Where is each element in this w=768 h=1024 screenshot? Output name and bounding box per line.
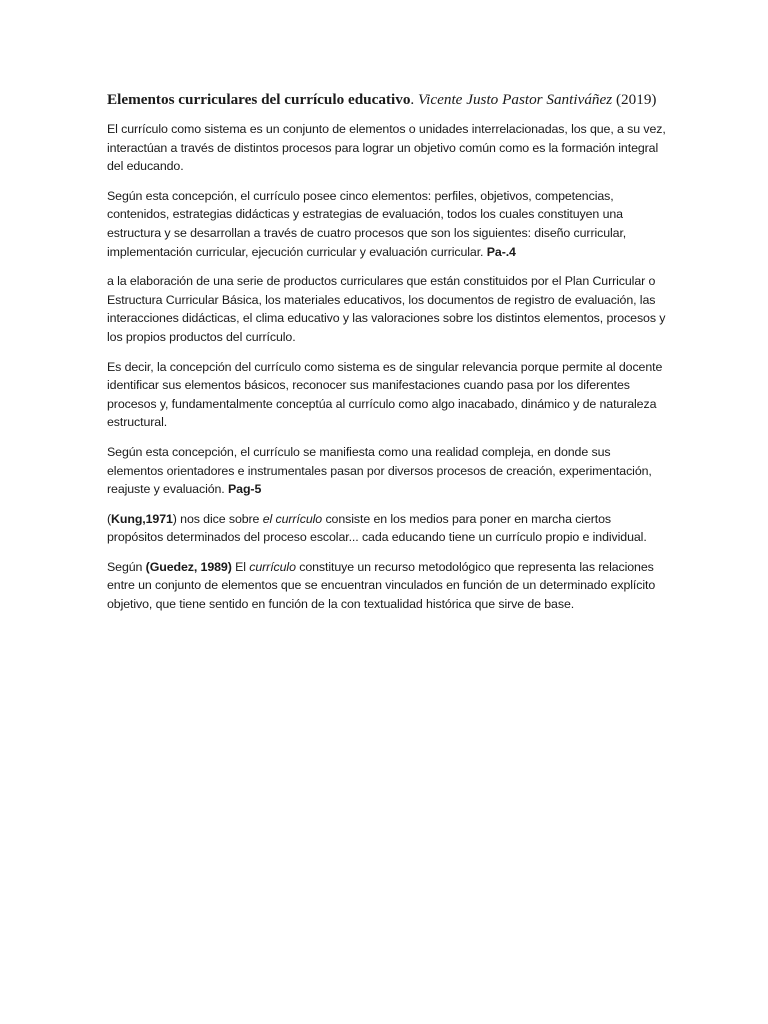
paragraph-4: Es decir, la concepción del currículo como sistema es de singular relevancia porque permite al docente identificar sus elementos básicos, reconocer sus manifestaciones cuando pasa por los diferentes procesos y, fundamentalmente conceptúa al currículo como algo inacabado, dinámico y de naturaleza estructural. — [107, 359, 663, 430]
paragraph-7-text-b: El — [231, 559, 250, 574]
paragraph-7 — [107, 558, 668, 614]
title-separator: . — [410, 91, 419, 108]
paragraph-7-text-c: constituye un recurso metodológico que representa las relaciones entre un conjunto de elementos que se encuentran vinculados en función de un determinado explícito objetivo, que tiene sentido en función de la con textualidad histórica que sirve de base. — [107, 559, 656, 612]
paragraph-2-page-ref: Pa-.4 — [486, 244, 516, 259]
paragraph-3: a la elaboración de una serie de productos curriculares que están constituidos por el Plan Curricular o Estructura Curricular Básica, los materiales educativos, los documentos de registro de evaluación, las interacciones didácticas, el clima educativo y las valoraciones sobre los distintos elementos, procesos y los propios productos del currículo. — [107, 274, 666, 344]
paragraph-6-text-a: ) nos dice sobre — [172, 511, 263, 526]
paragraph-6 — [107, 510, 668, 547]
paragraph-5-page-ref: Pag-5 — [228, 482, 262, 497]
paragraph-1: El currículo como sistema es un conjunto de elementos o unidades interrelacionadas, los que, a su vez, interactúan a través de distintos procesos para lograr un objetivo común como es la formación integral del educando. — [107, 122, 666, 174]
paragraph-2 — [107, 187, 668, 261]
paragraph-5 — [107, 443, 668, 499]
paragraph-7-citation: (Guedez, 1989) — [145, 559, 232, 574]
title-main: Elementos curriculares del currículo educativo — [107, 91, 411, 108]
paragraph-2-text: Según esta concepción, el currículo posee cinco elementos: perfiles, objetivos, competencias, contenidos, estrategias didácticas y estrategias de evaluación, todos los cuales constituyen una estructura y se desarrollan a través de cuatro procesos que son los siguientes: diseño curricular, implementación curricular, ejecución curricular y evaluación curricular. — [107, 188, 627, 259]
paragraph-5-text: Según esta concepción, el currículo se manifiesta como una realidad compleja, en donde sus elementos orientadores e instrumentales pasan por diversos procesos de creación, experimentación, reajuste y evaluación. — [107, 444, 652, 497]
paragraph-6-citation: Kung,1971 — [111, 511, 173, 526]
title-year: (2019) — [612, 91, 657, 108]
paragraph-6-open: ( — [107, 511, 112, 526]
document-title — [107, 88, 668, 112]
paragraph-6-emphasis: el currículo — [262, 511, 323, 526]
title-author: Vicente Justo Pastor Santiváñez — [418, 91, 613, 108]
paragraph-7-text-a: Según — [107, 559, 146, 574]
paragraph-6-text-b: consiste en los medios para poner en marcha ciertos propósitos determinados del proceso escolar... cada educando tiene un currículo propio e individual. — [107, 511, 647, 545]
paragraph-7-emphasis: currículo — [249, 559, 296, 574]
